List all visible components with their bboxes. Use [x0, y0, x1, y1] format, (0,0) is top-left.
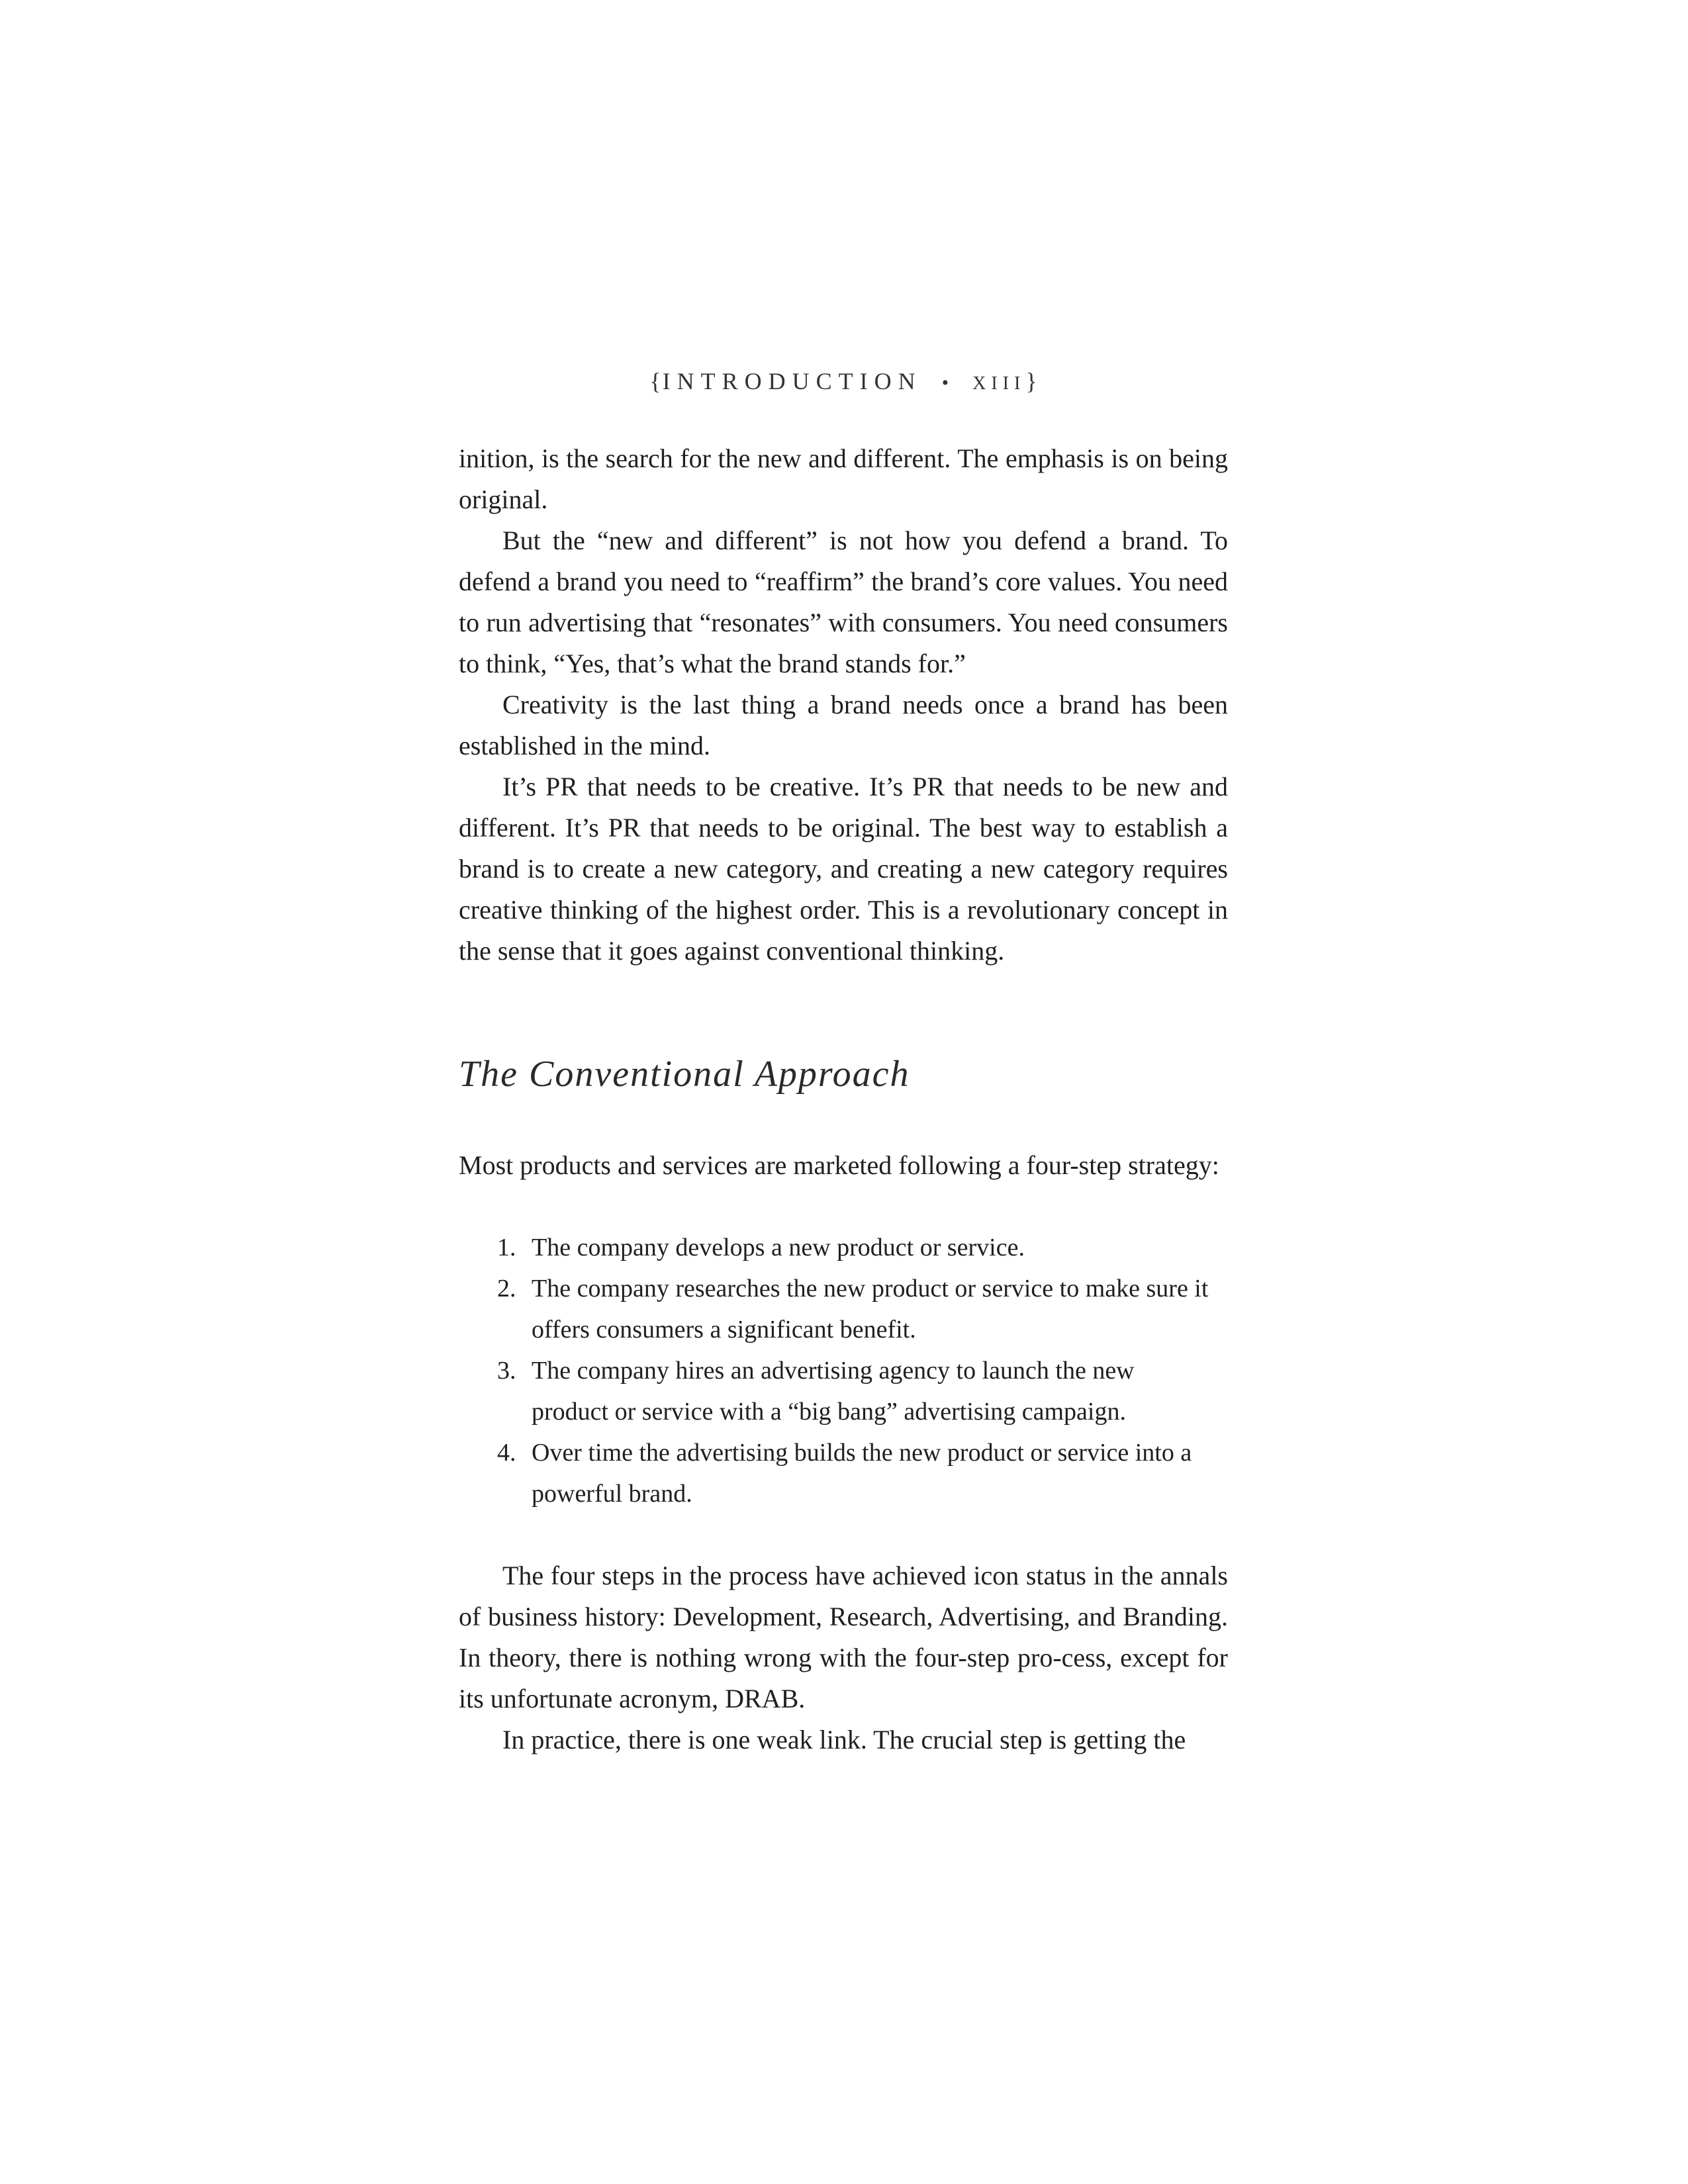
list-item	[459, 1268, 1228, 1350]
lead-paragraph: Most products and services are marketed following a four-step strategy:	[459, 1150, 1219, 1180]
running-head-bullet: •	[941, 372, 949, 394]
paragraph: It’s PR that needs to be creative. It’s PR that needs to be new and different. It’s PR that needs to be original. The best way to establish a brand is to create a new category, and creating a new category requires creative thinking of the highest order. This is a revolutionary concept in the sense that it goes against conventional thinking.	[459, 772, 1228, 966]
running-head-close-brace: }	[1025, 368, 1039, 394]
list-item-text: The company develops a new product or service.	[532, 1234, 1025, 1261]
list-item-text: The company researches the new product or service to make sure it offers consumers a significant benefit.	[532, 1275, 1209, 1343]
running-head-open-brace: {	[649, 368, 663, 394]
paragraph: In practice, there is one weak link. The crucial step is getting the	[502, 1725, 1186, 1754]
page-number: XIII	[972, 373, 1026, 394]
list-item-number: 4.	[497, 1439, 516, 1467]
list-item	[459, 1350, 1228, 1432]
paragraph-continued: inition, is the search for the new and different. The emphasis is on being original.	[459, 443, 1228, 514]
running-head-section: INTRODUCTION	[662, 368, 922, 394]
body-text	[459, 438, 1228, 1760]
running-head	[0, 361, 1688, 404]
list-item-number: 2.	[497, 1275, 516, 1302]
paragraph: But the “new and different” is not how you defend a brand. To defend a brand you need to “reaffirm” the brand’s core values. You need to run advertising that “resonates” with consumers. You need consumers to think, “Yes, that’s what the brand stands for.”	[459, 525, 1228, 678]
list-item-text: The company hires an advertising agency to launch the new product or service with a “big bang” advertising campaign.	[532, 1357, 1135, 1426]
list-item	[459, 1227, 1228, 1268]
list-item-number: 3.	[497, 1357, 516, 1385]
paragraph: Creativity is the last thing a brand needs once a brand has been established in the mind.	[459, 690, 1228, 760]
paragraph: The four steps in the process have achieved icon status in the annals of business history: Development, Research, Advertising, and Branding. In theory, there is nothing wrong with the four-step pro-cess, except for its unfortunate acronym, DRAB.	[459, 1561, 1228, 1713]
section-heading: The Conventional Approach	[459, 1054, 910, 1095]
list-item-text: Over time the advertising builds the new product or service into a powerful brand.	[532, 1439, 1192, 1508]
list-item	[459, 1432, 1228, 1514]
numbered-list	[459, 1227, 1228, 1514]
list-item-number: 1.	[497, 1234, 516, 1261]
